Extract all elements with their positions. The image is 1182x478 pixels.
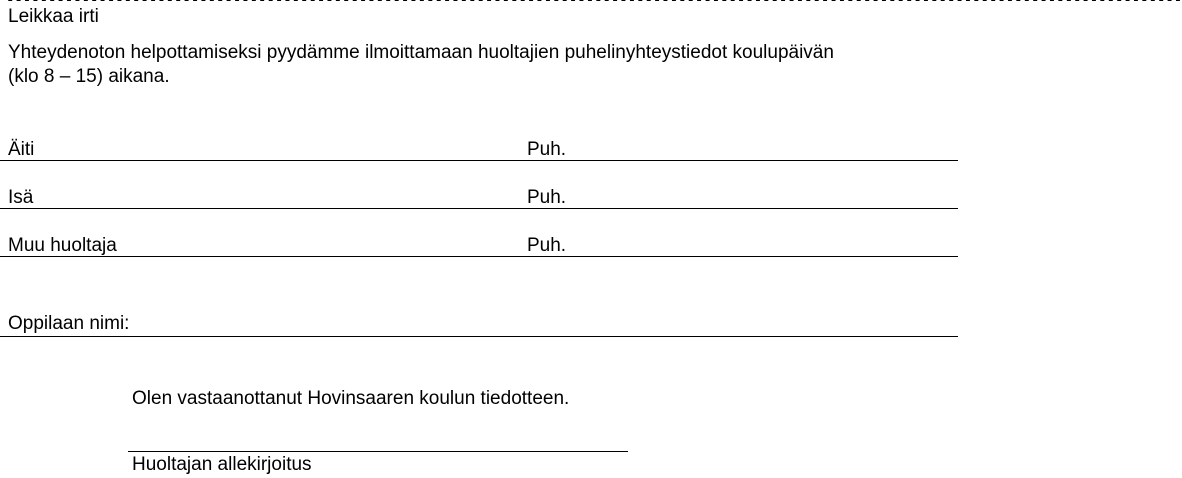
guardian-label-other: Muu huoltaja (8, 235, 117, 256)
phone-label-mother: Puh. (527, 139, 567, 160)
signature-line[interactable] (128, 451, 628, 452)
phone-label-other: Puh. (527, 235, 567, 256)
cut-here-dashed-line: -------------------------------------------------------------------------------------------------------------------------------------------- (6, 0, 1182, 9)
guardian-label-mother: Äiti (8, 139, 35, 160)
confirmation-statement: Olen vastaanottanut Hovinsaaren koulun tiedotteen. (132, 388, 570, 409)
intro-text-line-1: Yhteydenoton helpottamiseksi pyydämme ilmoittamaan huoltajien puhelinyhteystiedot koulupäivän (8, 42, 834, 63)
student-name-label: Oppilaan nimi: (8, 313, 130, 334)
intro-text-line-2: (klo 8 – 15) aikana. (8, 66, 170, 87)
mother-fill-in-line[interactable] (0, 160, 958, 161)
phone-label-father: Puh. (527, 187, 567, 208)
other-guardian-fill-in-line[interactable] (0, 256, 958, 257)
father-fill-in-line[interactable] (0, 208, 958, 209)
signature-label: Huoltajan allekirjoitus (132, 454, 312, 475)
guardian-label-father: Isä (8, 187, 34, 208)
cut-here-label: Leikkaa irti (8, 6, 99, 27)
student-name-fill-in-line[interactable] (0, 336, 958, 337)
